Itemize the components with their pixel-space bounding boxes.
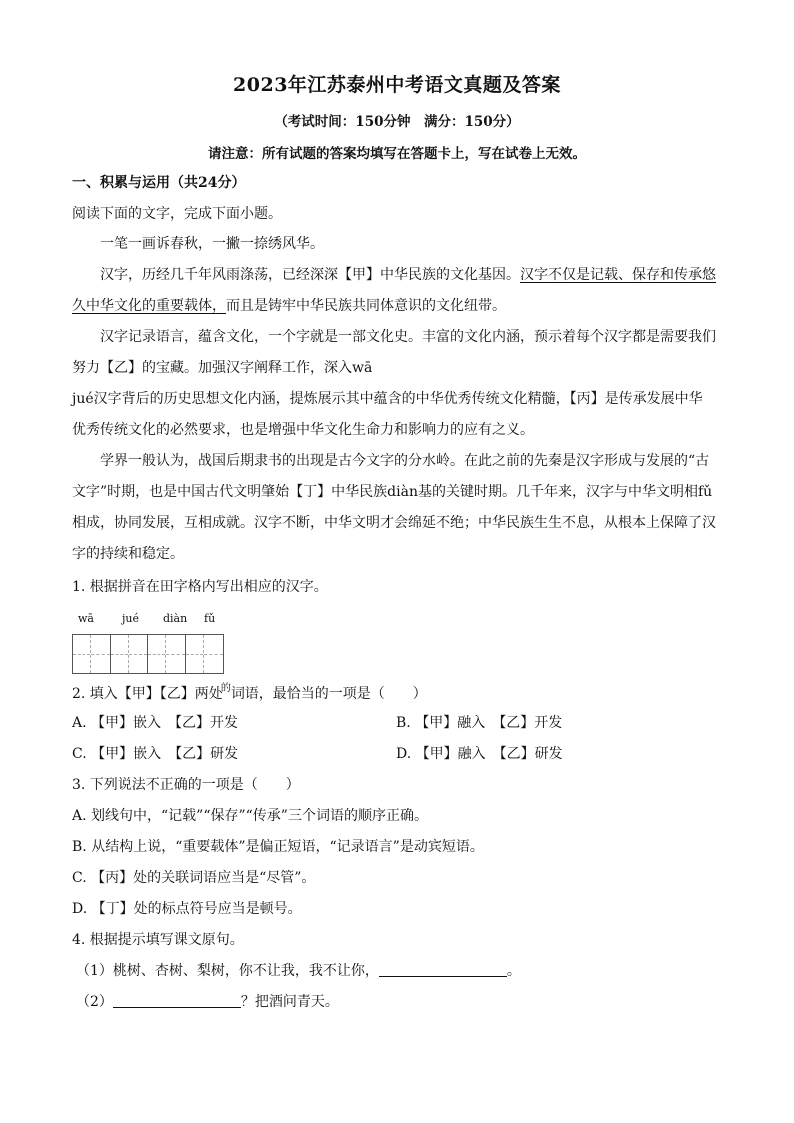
- tianzige-cell[interactable]: [148, 635, 186, 673]
- answer-blank[interactable]: [379, 961, 507, 977]
- option-b: B. 【甲】融入 【乙】开发: [396, 715, 563, 731]
- passage-paragraph-3-line-1: 汉字记录语言，蕴含文化，一个字就是一部文化史。丰富的文化内涵，预示着每个汉字都是需要我们: [100, 329, 716, 345]
- question-4-item-2: [76, 992, 339, 1012]
- question-text: 。: [506, 963, 521, 979]
- tianzige-cell[interactable]: [186, 635, 223, 673]
- option-c: C. 【丙】处的关联词语应当是“尽管”。: [72, 870, 316, 886]
- passage-paragraph-4-line-4: 字的持续和稳定。: [72, 546, 184, 562]
- underlined-sentence: 久中华文化的重要载体，: [72, 298, 226, 314]
- question-text: （1）桃树、杏树、梨树，你不让我，我不让你，: [76, 963, 379, 979]
- pinyin-label: fǔ: [204, 612, 216, 625]
- question-text: ？把酒问青天。: [240, 994, 339, 1010]
- question-4: 4. 根据提示填写课文原句。: [72, 932, 244, 948]
- question-2: [72, 684, 427, 706]
- option-a: A. 【甲】嵌入 【乙】开发: [72, 715, 239, 731]
- question-text: （2）: [76, 994, 113, 1010]
- tianzige-grid: [72, 634, 224, 674]
- page-title: 2023年江苏泰州中考语文真题及答案: [233, 74, 561, 96]
- question-4-item-1: [76, 961, 521, 981]
- pinyin-label: jué: [122, 612, 140, 625]
- question-1: 1. 根据拼音在田字格内写出相应的汉字。: [72, 579, 328, 595]
- passage-paragraph-4-line-2: 文字”时期，也是中国古代文明肇始【丁】中华民族diàn基的关键时期。几千年来，汉字与中华文明相fǔ: [72, 484, 713, 500]
- question-text: 的: [220, 683, 231, 694]
- reading-instruction: 阅读下面的文字，完成下面小题。: [72, 206, 282, 222]
- passage-paragraph-1: 一笔一画诉春秋，一撇一捺绣风华。: [100, 236, 324, 252]
- option-d: D. 【甲】融入 【乙】研发: [396, 746, 563, 762]
- passage-paragraph-2-line-2: [72, 296, 506, 316]
- tianzige-cell[interactable]: [111, 635, 149, 673]
- passage-paragraph-3-line-3: jué汉字背后的历史思想文化内涵，提炼展示其中蕴含的中华优秀传统文化精髓，【丙】是传承发展中华: [72, 391, 703, 407]
- passage-paragraph-4-line-1: 学界一般认为，战国后期隶书的出现是古今文字的分水岭。在此之前的先秦是汉字形成与发展的“古: [100, 453, 710, 469]
- option-b: B. 从结构上说，“重要载体”是偏正短语，“记录语言”是动宾短语。: [72, 839, 484, 855]
- notice: 请注意：所有试题的答案均填写在答题卡上，写在试卷上无效。: [208, 146, 586, 162]
- underlined-sentence: 汉字不仅是记载、保存和传承悠: [520, 267, 716, 283]
- passage-paragraph-2-line-1: [100, 265, 716, 285]
- passage-text: 汉字，历经几千年风雨涤荡，已经深深【甲】中华民族的文化基因。: [100, 267, 520, 283]
- tianzige-cell[interactable]: [73, 635, 111, 673]
- passage-text: 而且是铸牢中华民族共同体意识的文化纽带。: [226, 298, 506, 314]
- option-d: D. 【丁】处的标点符号应当是顿号。: [72, 901, 302, 917]
- section-heading: 一、积累与运用（共24分）: [72, 175, 246, 191]
- passage-paragraph-3-line-4: 优秀传统文化的必然要求，也是增强中华文化生命力和影响力的应有之义。: [72, 422, 534, 438]
- question-3: 3. 下列说法不正确的一项是（ ）: [72, 777, 300, 793]
- question-text: 词语，最恰当的一项是（ ）: [230, 686, 427, 702]
- pinyin-label: wā: [78, 612, 94, 625]
- passage-paragraph-3-line-2: 努力【乙】的宝藏。加强汉字阐释工作，深入wā: [72, 360, 373, 376]
- exam-info: （考试时间：150分钟 满分：150分）: [274, 114, 520, 130]
- pinyin-label: diàn: [163, 612, 188, 625]
- passage-paragraph-4-line-3: 相成，协同发展，互相成就。汉字不断，中华文明才会绵延不绝；中华民族生生不息，从根本上保障了汉: [72, 515, 716, 531]
- answer-blank[interactable]: [113, 992, 241, 1008]
- question-text: 2. 填入【甲】【乙】两处: [72, 686, 223, 702]
- option-a: A. 划线句中，“记载”“保存”“传承”三个词语的顺序正确。: [72, 808, 428, 824]
- option-c: C. 【甲】嵌入 【乙】研发: [72, 746, 239, 762]
